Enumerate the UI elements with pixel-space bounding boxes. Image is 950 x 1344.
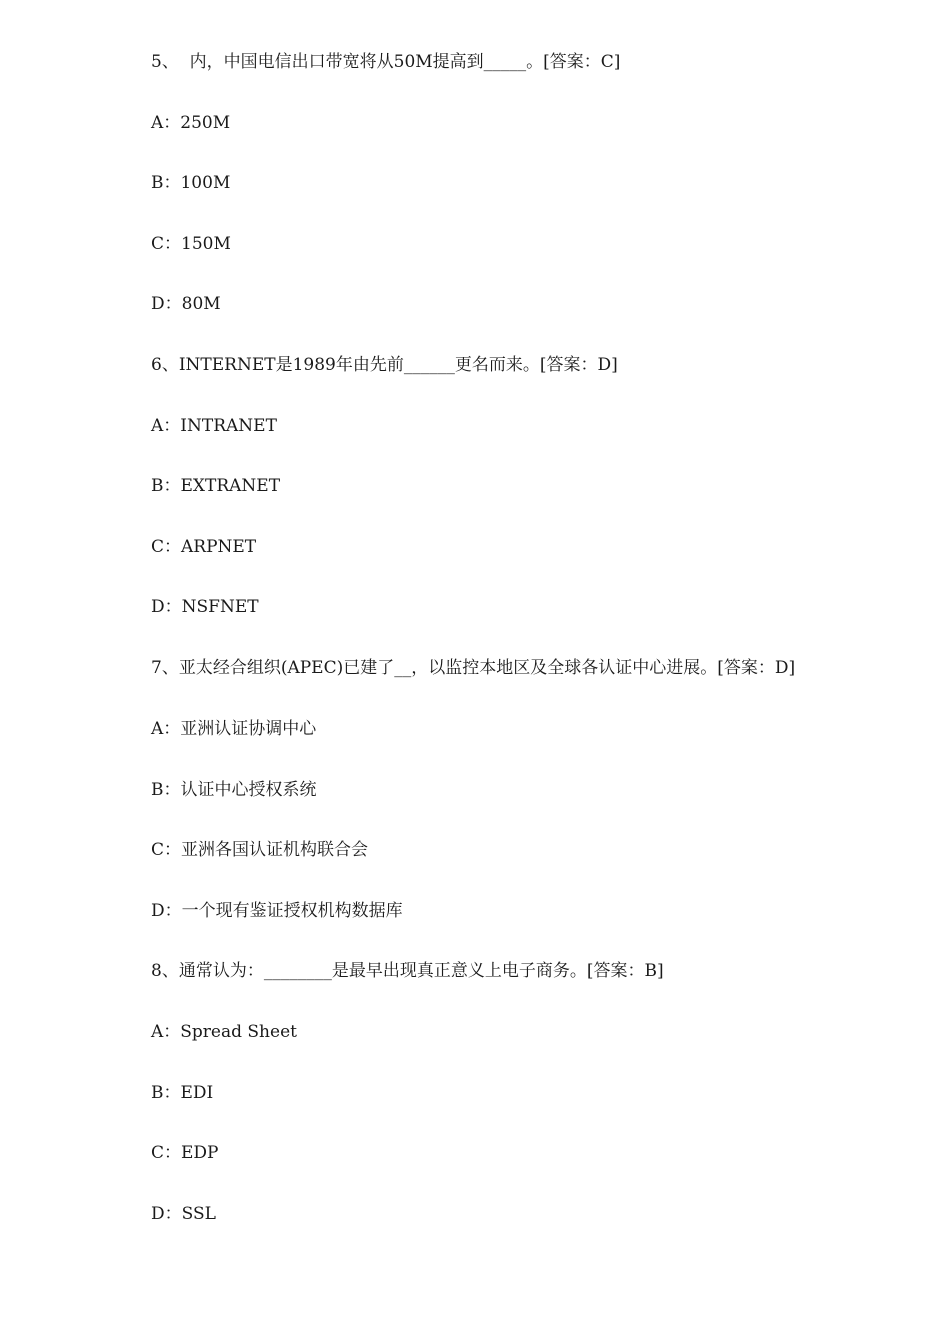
question-7-text: 7、亚太经合组织(APEC)已建了__，以监控本地区及全球各认证中心进展。[答案：D] (151, 658, 796, 678)
question-8-text: 8、通常认为：________是最早出现真正意义上电子商务。[答案：B] (151, 961, 664, 981)
question-7-option-b: B：认证中心授权系统 (151, 780, 317, 800)
question-6-text: 6、INTERNET是1989年由先前______更名而来。[答案：D] (151, 355, 618, 375)
question-5-option-b: B：100M (151, 173, 231, 193)
question-6-option-c: C：ARPNET (151, 537, 257, 557)
question-8-option-d: D：SSL (151, 1204, 216, 1224)
question-5-option-a: A：250M (151, 113, 231, 133)
question-5-option-c: C：150M (151, 234, 231, 254)
question-7-option-a: A：亚洲认证协调中心 (151, 719, 317, 739)
question-7-option-d: D：一个现有鉴证授权机构数据库 (151, 901, 403, 921)
question-5-option-d: D：80M (151, 294, 221, 314)
question-8-option-b: B：EDI (151, 1083, 214, 1103)
question-6-option-d: D：NSFNET (151, 597, 259, 617)
question-8-option-c: C：EDP (151, 1143, 219, 1163)
question-8-option-a: A：Spread Sheet (151, 1022, 297, 1042)
question-7-option-c: C：亚洲各国认证机构联合会 (151, 840, 369, 860)
question-5-text: 5、 内，中国电信出口带宽将从50M提高到_____。[答案：C] (151, 52, 621, 72)
question-6-option-b: B：EXTRANET (151, 476, 281, 496)
question-6-option-a: A：INTRANET (151, 416, 277, 436)
